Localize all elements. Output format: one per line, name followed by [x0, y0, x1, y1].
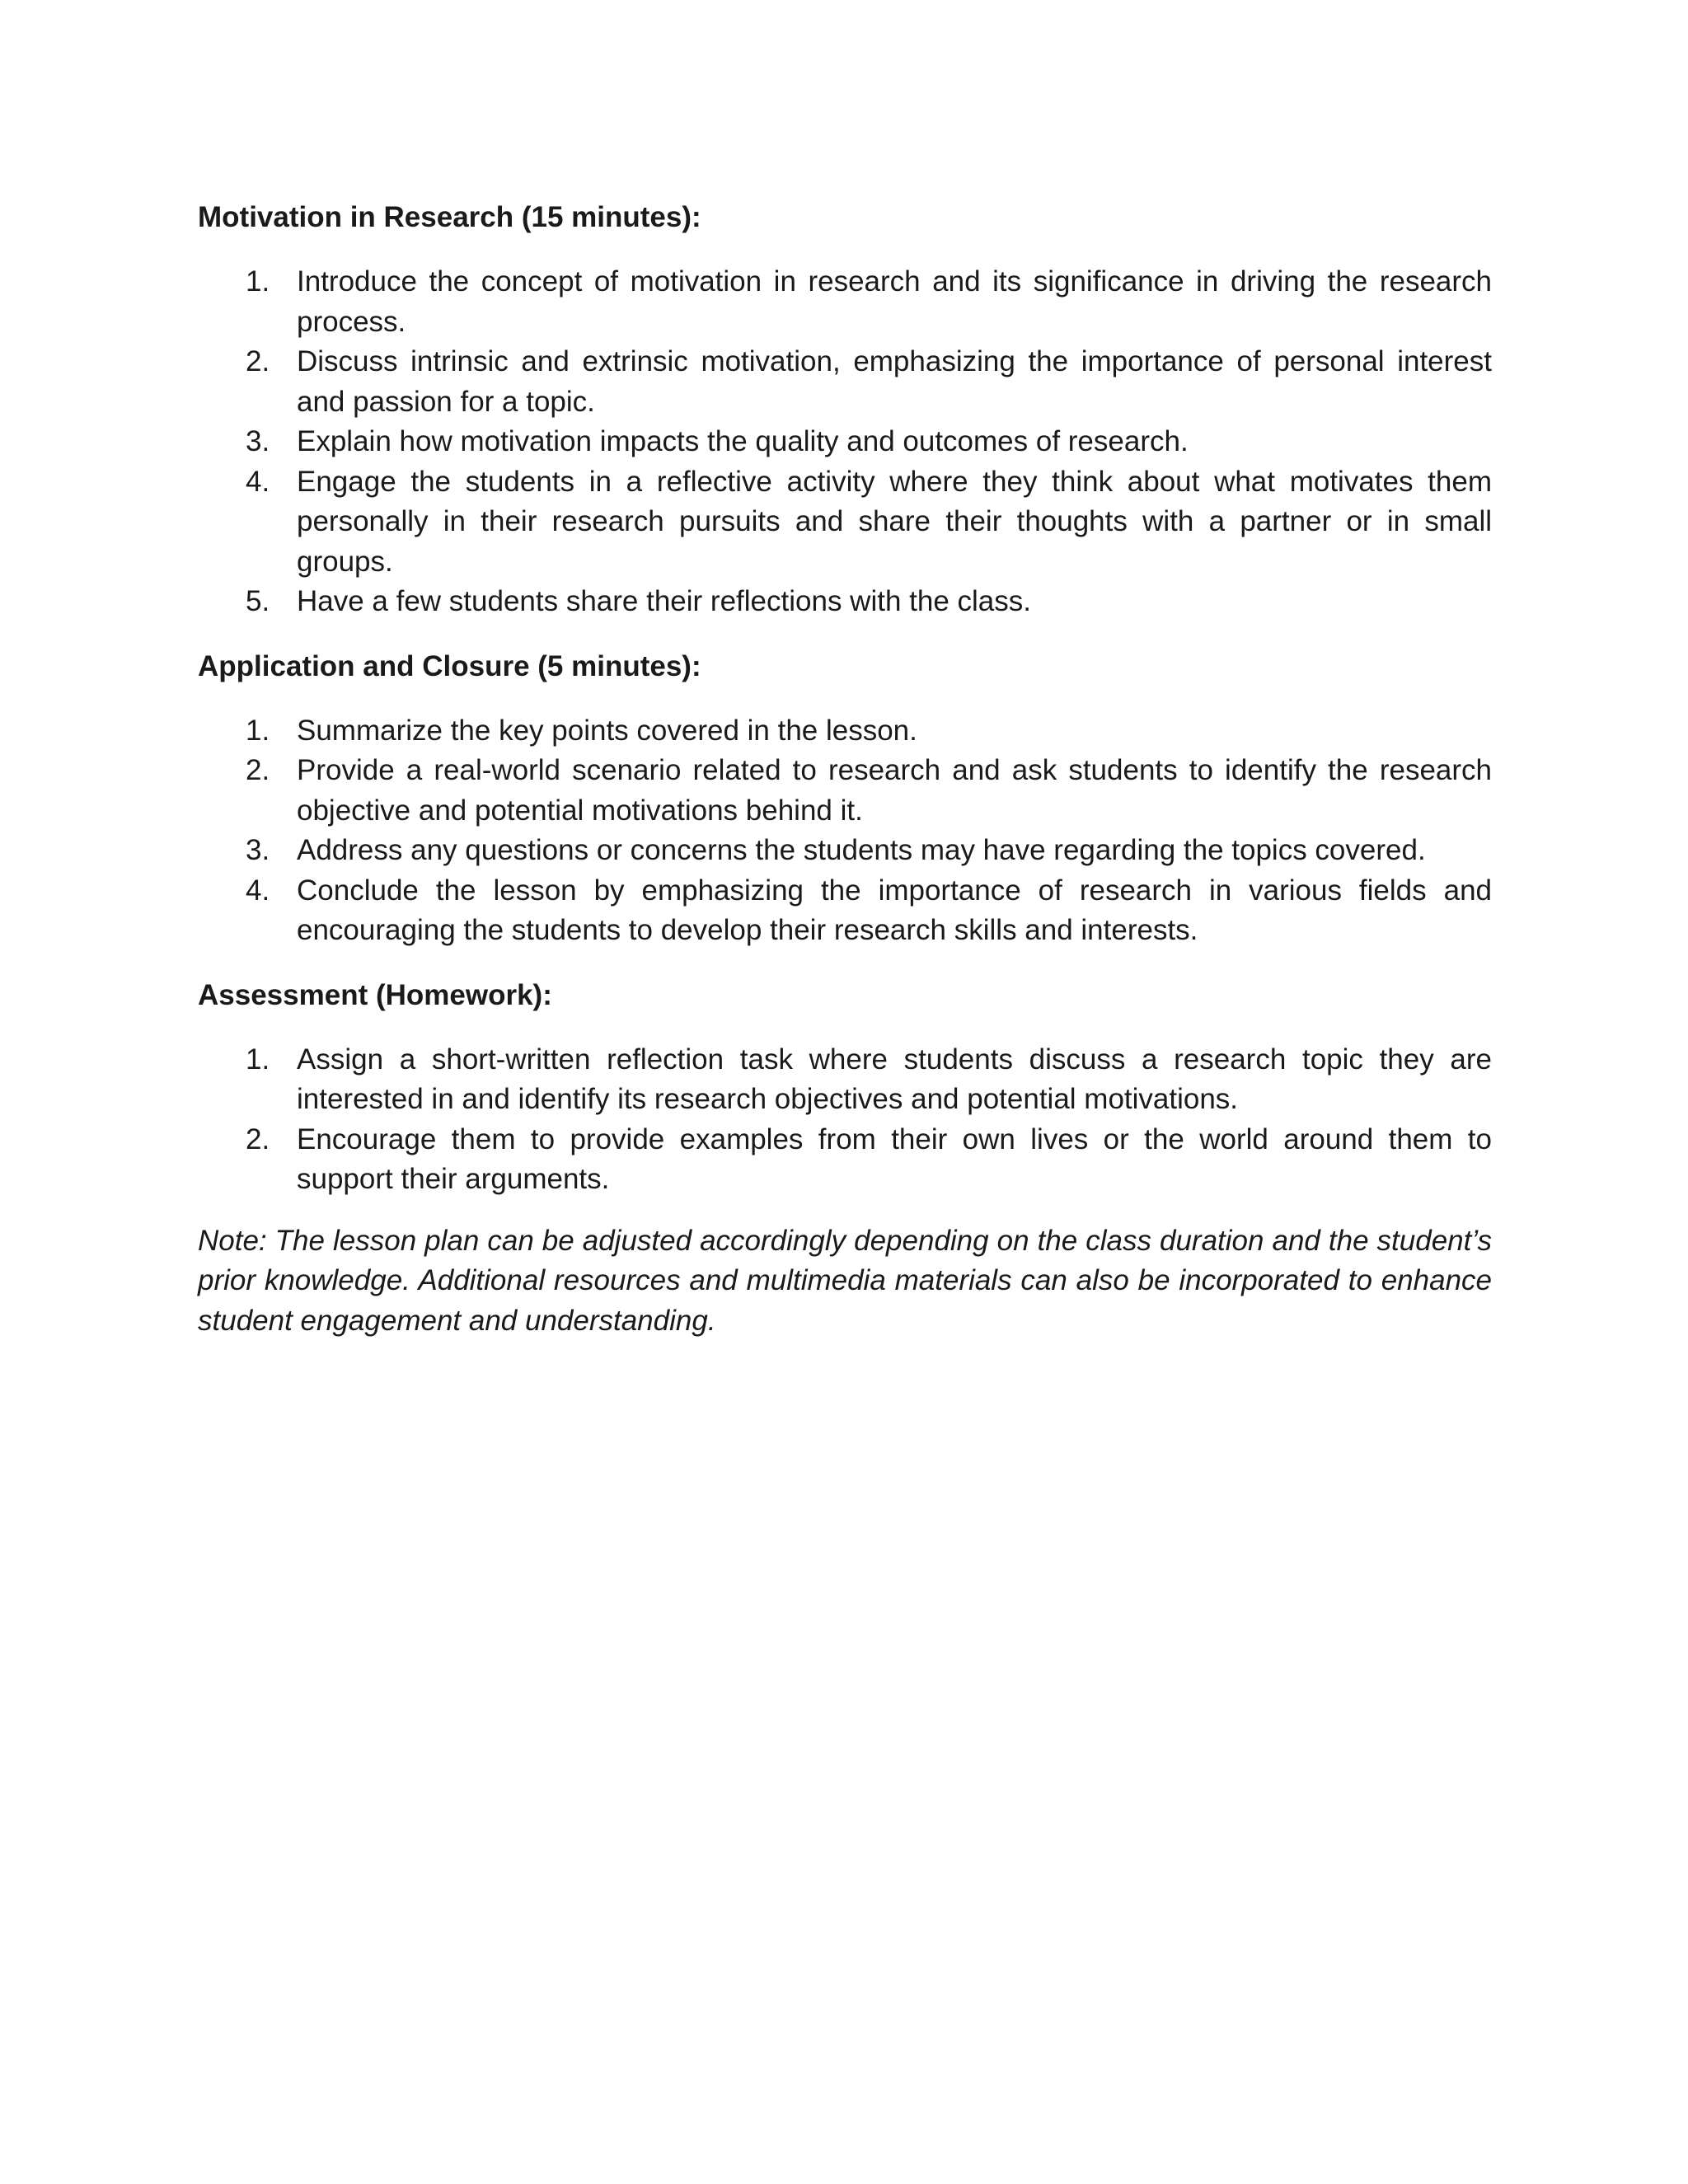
list-number: 4.: [246, 874, 270, 907]
list-item-text: Summarize the key points covered in the lesson.: [297, 714, 917, 747]
section-heading-application: Application and Closure (5 minutes):: [198, 649, 701, 682]
list-number: 2.: [246, 1122, 270, 1155]
assessment-steps-list: [198, 1040, 1492, 1200]
list-item-text: Conclude the lesson by emphasizing the importance of research in various fields and encouraging the students to develop their research skills and interests.: [297, 874, 1492, 946]
list-number: 5.: [246, 585, 270, 617]
application-steps-list: [198, 711, 1492, 951]
list-number: 3.: [246, 834, 270, 866]
list-number: 1.: [246, 265, 270, 298]
list-item: [198, 751, 1492, 831]
list-number: 2.: [246, 754, 270, 786]
motivation-steps-list: [198, 262, 1492, 622]
list-item: [198, 422, 1492, 462]
list-item-text: Have a few students share their reflections with the class.: [297, 585, 1031, 617]
list-item: [198, 582, 1492, 622]
list-item-text: Address any questions or concerns the students may have regarding the topics covered.: [297, 834, 1426, 866]
list-item-text: Encourage them to provide examples from their own lives or the world around them to support their arguments.: [297, 1122, 1492, 1195]
document-page: [198, 194, 1492, 1341]
section-heading-motivation: Motivation in Research (15 minutes):: [198, 201, 701, 233]
list-item: [198, 1040, 1492, 1120]
list-item-text: Introduce the concept of motivation in research and its significance in driving the research process.: [297, 265, 1492, 338]
list-item-text: Assign a short-written reflection task where students discuss a research topic they are interested in and identify its research objectives and potential motivations.: [297, 1043, 1492, 1115]
list-item-text: Provide a real-world scenario related to research and ask students to identify the research objective and potential motivations behind it.: [297, 754, 1492, 827]
list-number: 1.: [246, 714, 270, 747]
list-item: [198, 1120, 1492, 1200]
list-item: [198, 711, 1492, 752]
list-item-text: Engage the students in a reflective activity where they think about what motivates them personally in their research pursuits and share their thoughts with a partner or in small groups.: [297, 465, 1492, 578]
list-number: 1.: [246, 1043, 270, 1076]
section-heading-assessment: Assessment (Homework):: [198, 978, 552, 1011]
list-item: [198, 831, 1492, 871]
list-item-text: Discuss intrinsic and extrinsic motivation, emphasizing the importance of personal interest and passion for a topic.: [297, 345, 1492, 418]
list-item: [198, 871, 1492, 951]
list-number: 3.: [246, 425, 270, 457]
lesson-plan-note: Note: The lesson plan can be adjusted accordingly depending on the class duration and the student’s prior knowledge. Additional resources and multimedia materials can also be incorporated to enhance student engagement and understanding.: [198, 1224, 1492, 1337]
list-number: 4.: [246, 465, 270, 498]
list-number: 2.: [246, 345, 270, 377]
list-item: [198, 262, 1492, 342]
list-item: [198, 462, 1492, 583]
list-item: [198, 342, 1492, 422]
list-item-text: Explain how motivation impacts the quality and outcomes of research.: [297, 425, 1189, 457]
